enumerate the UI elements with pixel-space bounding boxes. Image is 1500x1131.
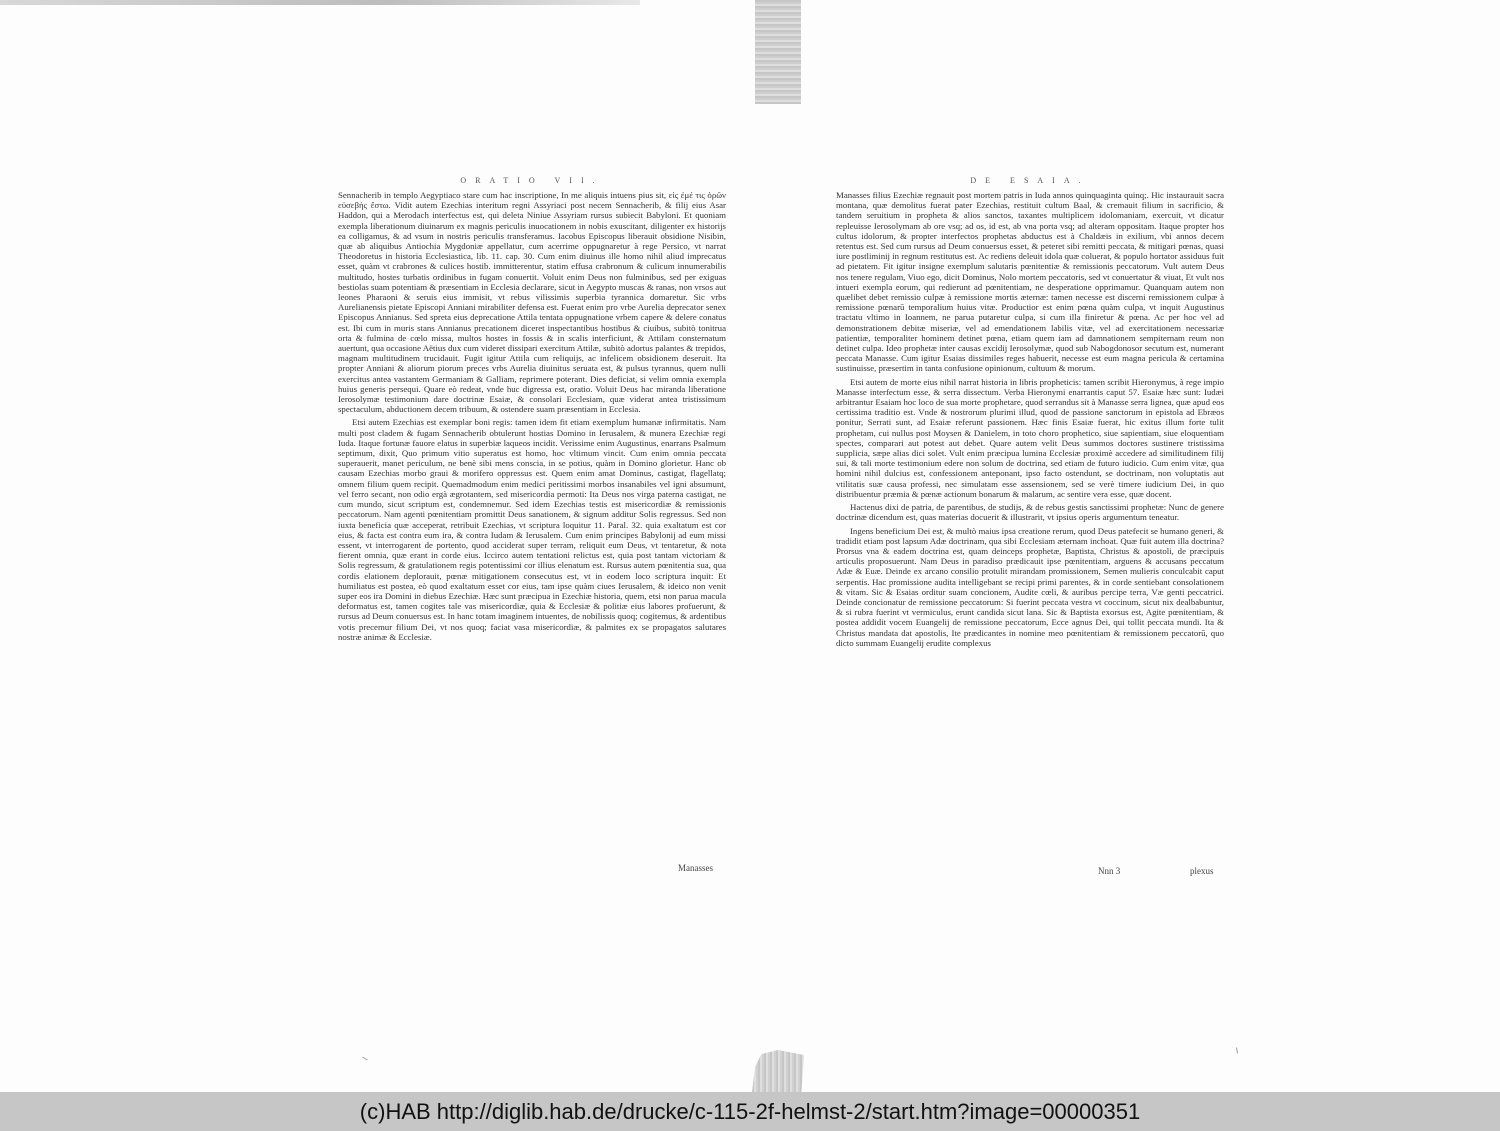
left-page <box>338 176 726 645</box>
scan-edge <box>0 0 640 5</box>
left-page-text <box>338 190 726 642</box>
paragraph: Sennacherib in templo Aegyptiaco stare cum hac inscriptione, In me aliquis intuens pius sit, εἰς ἐμέ τις ὁρῶν εὐσεβὴς ἔστω. Vidit autem Ezechias interitum regni Assyriaci post necem Sennacherib, & filij eius Asar Haddon, qui a Merodach interfectus est, qui deleta Niniue Assyriam rursus subiecit Babyloni. Et quoniam exempla liberationum diuinarum ex magnis periculis inuocationem in nobis exuscitant, diligenter ex historijs ea colligamus, & ad vsum in nostris periculis transferamus. Iacobus Episcopus liberauit obsidione Nisibin, quæ ab aliquibus Antiochia Mygdoniæ appellatur, cum acerrime oppugnaretur à rege Persico, vt narrat Theodoretus in historia Ecclesiastica, lib. 11. cap. 30. Cum enim diuinus ille homo nihil aliud imprecatus esset, quàm vt crabrones & culices hostib. immitterentur, statim effusa crabronum & culicum innumerabilis multitudo, hostes turbatis ordinibus in fugam conuertit. Voluit enim Deus non fulminibus, sed per exiguas bestiolas suam potentiam & præsentiam in Ecclesia declarare, sicut in Aegypto muscas & ranas, non vrsos aut leones Pharaoni & seruis eius immisit, vt rebus vilissimis superbia tyrannica domaretur. Sic vrbs Aurelianensis pietate Episcopi Anniani mirabiliter defensa est. Fuerat enim pro vrbe Aurelia deprecator senex Episcopus Annianus. Sed spreta eius deprecatione Attila tentata oppugnatione vrbem capere & delere conatus est. Ibi cum in muris stans Annianus precationem diceret inspectantibus hostibus & ciuibus, subitò tonitrua orta & fulmina de cœlo missa, multos hostes in fossis & in scalis interficiunt, & Attilam consternatum auertunt, qua occasione Aëtius dux cum videret dissipari exercitum Attilæ, subitò adortus palantes & trepidos, magnam multitudinem trucidauit. Fugit igitur Attila cum reliquijs, ac infelicem obsidionem deseruit. Ita propter Anniani & aliorum piorum preces vrbs Aurelia diuinitus seruata est, & pulsus tyrannus, quem nulli exercitus antea vastantem Germaniam & Galliam, reprimere poterant. Dies deficiat, si velim omnia exempla huius generis persequi. Quare eò redeat, vnde huc digressa est, oratio. Voluit Deus hac miranda liberatione Ierosolymæ testimonium dare doctrinæ Esaiæ, & consolari Ecclesiam, quæ viderat antea tristissimum spectaculum, abductionem decem tribuum, & ostendere suam præsentiam in Ecclesia. <box>338 190 726 415</box>
paragraph: Etsi autem de morte eius nihil narrat historia in libris propheticis: tamen scribit Hieronymus, à rege impio Manasse interfectum esse, & serra dissectum. Verba Hieronymi enarrantis caput 57. Esaiæ hæc sunt: Iudæi arbitrantur Esaiam hoc loco de sua morte prophetare, quod serrandus sit à Manasse serra lignea, quæ apud eos certissima traditio est. Vnde & nostrorum plurimi illud, quod de passione sanctorum in epistola ad Ebræos ponitur, Serrati sunt, ad Esaiæ referunt passionem. Hæc finis Esaiæ fuerat, hic exitus illum forte tulit prophetam, cui nullus post Moysen & Danielem, in toto choro prophetico, siue sapientiam, siue eloquentiam spectes, comparari aut potest aut debet. Quare autem velit Deus summos doctores sustinere tristissima supplicia, sæpe alias dici solet. Vult enim præcipua lumina Ecclesiæ proximè accedere ad similitudinem filij sui, & tali morte testimonium edere non solum de doctrina, sed etiam de futuro iudicio. Cum enim vitæ, qua homini nihil dulcius est, confessionem anteponant, ipso facto ostendunt, se doctrinam, non voluptatis aut vtilitatis suæ causa professi, nec simulatam esse assensionem, sed se verè timere iudicium Dei, in quo distribuentur præmia & pœnæ actionum bonarum & malarum, ac sentire vera esse, quæ docent. <box>836 376 1224 499</box>
copyright-footer <box>0 1092 1500 1131</box>
paragraph: Etsi autem Ezechias est exemplar boni regis: tamen idem fit etiam exemplum humanæ infirmitatis. Nam multi post cladem & fugam Sennacherib obtulerunt hostias Domino in Ierusalem, & munera Ezechiæ regi Iuda. Itaque fortunæ fauore elatus in superbiæ laqueos incidit. Verissime enim Augustinus, enarrans Psalmum septimum, dixit, Quo primum vitio superatus est homo, hoc vltimum vincit. Cum enim omnia peccata superauerit, manet periculum, ne benè sibi mens conscia, in se potius, quàm in Domino glorietur. Hanc ob causam Ezechias morbo graui & morifero oppressus est. Quem enim amat Dominus, castigat, flagellatq; omnem filium quem recipit. Quemadmodum enim medici peritissimi morbos insanabiles vel igni absumunt, vel ferro secant, non odio ergà ægrotantem, sed misericordia permoti: Ita Deus nos virga paterna castigat, ne cum mundo, sicut scriptum est, condemnemur. Sed idem Ezechias testis est misericordiæ & remissionis peccatorum. Nam agenti pœnitentiam promittit Deus sanationem, & signum additur Solis regressus. Sed non iuxta beneficia quæ acceperat, retribuit Ezechias, vt scriptura loquitur 11. Paral. 32. quia exaltatum est cor eius, & facta est contra eum ira, & contra Iudam & Ierusalem. Cum enim principes Babylonij ad eum missi essent, vt interrogarent de portento, quod acciderat super terram, reliquit eum Deus, vt tentaretur, & nota fierent omnia, quæ erant in corde eius. Iccirco autem tentationi relictus est, quia post tantam victoriam & Solis regressum, & gratulationem regis potentissimi cor illius elenatum est. Rursus autem pœnitentia sua, qua cordis elationem deplorauit, pœnæ mitigationem consecutus est, vt in eodem loco scriptura inquit: Et humiliatus est postea, eò quod exaltatum esset cor eius, tam ipse quàm ciues Ierusalem, & ideico non venit super eos ira Domini in diebus Ezechiæ. Hæc sunt præcipua in Ezechiæ historia, quem, etsi non parua macula deformatus est, tamen cogites tale vas misericordiæ, quia & Ecclesiæ & politiæ eius labores profuerunt, & rursus ad Deum conuersus est. In hanc totam imaginem intuentes, de nobilissis quoq; cogitemus, & ardentibus votis precemur filium Dei, vt nos quoq; faciat vasa misericordiæ, & palmites ex se propagatos salutares nostræ animæ & Ecclesiæ. <box>338 417 726 642</box>
scan-speck <box>362 1057 368 1061</box>
paragraph: Ingens beneficium Dei est, & multò maius ipsa creatione rerum, quod Deus patefecit se humano generi, & tradidit etiam post lapsum Adæ doctrinam, qua sibi Ecclesiam æternam inchoat. Quæ fuit autem illa doctrina? Prorsus vna & eadem doctrina est, quam deinceps prophetæ, Baptista, Christus & apostoli, de præcipuis articulis proposuerunt. Nam Deus in paradiso prædicauit ipse pœnitentiam, arguens & accusans peccatum Adæ & Euæ. Deinde ex arcano consilio protulit mirandam promissionem, Semen mulieris conculcabit caput serpentis. Hac promissione audita intelligebant se recipi primi parentes, & in corde sentiebant consolationem & vitam. Sic & Esaias orditur suam concionem, Audite cœli, & auribus percipe terra, Væ genti peccatrici. Deinde concionatur de remissione peccatorum: Si fuerint peccata vestra vt coccinum, sicut nix dealbabuntur, & si rubra fuerint vt vermiculus, erunt candida sicut lana. Sic & Baptista exorsus est, Agite pœnitentiam, & postea addidit vocem Euangelij de remissione peccatorum, Ecce agnus Dei, qui tollit peccata mundi. Ita & Christus mandata dat apostolis, Ite prædicantes in nomine meo pœnitentiam & remissionem peccatorū, quo dicto summam Euangelij erudite complexus <box>836 525 1224 648</box>
binding-gutter-bottom <box>752 1050 804 1092</box>
paragraph: Hactenus dixi de patria, de parentibus, de studijs, & de rebus gestis sanctissimi prophetæ: Nunc de genere doctrinæ dicendum est, quas materias docuerit & illustrarit, vt ipsius operis argumentum teneatur. <box>836 502 1224 523</box>
running-header-right: DE ESAIA. <box>970 176 1090 185</box>
catchword-left: Manasses <box>678 863 713 873</box>
right-page <box>836 176 1224 651</box>
footer-link-text[interactable]: (c)HAB http://diglib.hab.de/drucke/c-115-2f-helmst-2/start.htm?image=00000351 <box>359 1099 1141 1124</box>
scan-speck <box>1236 1047 1238 1053</box>
binding-gutter-top <box>755 0 801 104</box>
right-page-text <box>836 190 1224 648</box>
catchword-right: plexus <box>1190 866 1214 876</box>
running-header-left: ORATIO VII. <box>460 176 604 185</box>
signature-mark: Nnn 3 <box>1098 866 1121 876</box>
paragraph: Manasses filius Ezechiæ regnauit post mortem patris in Iuda annos quinquaginta quinq;. Hic instaurauit sacra montana, quæ demolitus fuerat pater Ezechias, restituit cultum Baal, & cremauit filium in sacrificio, & tandem seruitium in propheta & alios sanctos, taxantes multiplicem idolomaniam, exercuit, vt dicatur repleuisse Ierosolymam ab ore vsq; ad os, id est, ab vna porta vsq; ad alteram oppositam. Itaque propter hos cultus idolorum, & propter interfectos prophetas abductus est à Chaldæis in exilium, vbi annos decem retentus est. Sed cum rursus ad Deum conuersus esset, & peteret sibi remitti peccata, & mitigari pœnas, quasi iure postliminij in regnum restitutus est. Ac rediens deleuit idola quæ coluerat, & populo hortator assiduus fuit ad pietatem. Fit igitur insigne exemplum salutaris pœnitentiæ & remissionis peccatorum. Vult autem Deus nos tenere regulam, Viuo ego, dicit Dominus, Nolo mortem peccatoris, sed vt conuertatur & viuat, Et vult nos intueri exempla eorum, qui redierunt ad pœnitentiam, ne desperatione opprimamur. Quanquam autem non quælibet debet remissio culpæ à remissione mortis æternæ: tamen necesse est discerni remissionem culpæ à remissione pœnarū temporalium huius vitæ. Productior est enim pœna quàm culpa, vt inquit Augustinus tractatu vltimo in Ioannem, ne parua putaretur culpa, si cum illa finiretur & pœna. Ac per hoc vel ad demonstrationem debitæ miseriæ, vel ad emendationem labilis vitæ, vel ad exercitationem necessariæ patientiæ, temporaliter hominem detinet pœna, etiam quem iam ad damnationem sempiternam reum non detinet culpa. Ideo prophetæ inter causas excidij Ierosolymæ, quod sub Nabogdonosor secutum est, numerant peccata Manasse. Cum igitur Esaias dissimiles reges habuerit, necesse est eum magna pericula & certamina sustinuisse, præsertim in tanta confusione opinionum, cultuum & morum. <box>836 190 1224 374</box>
